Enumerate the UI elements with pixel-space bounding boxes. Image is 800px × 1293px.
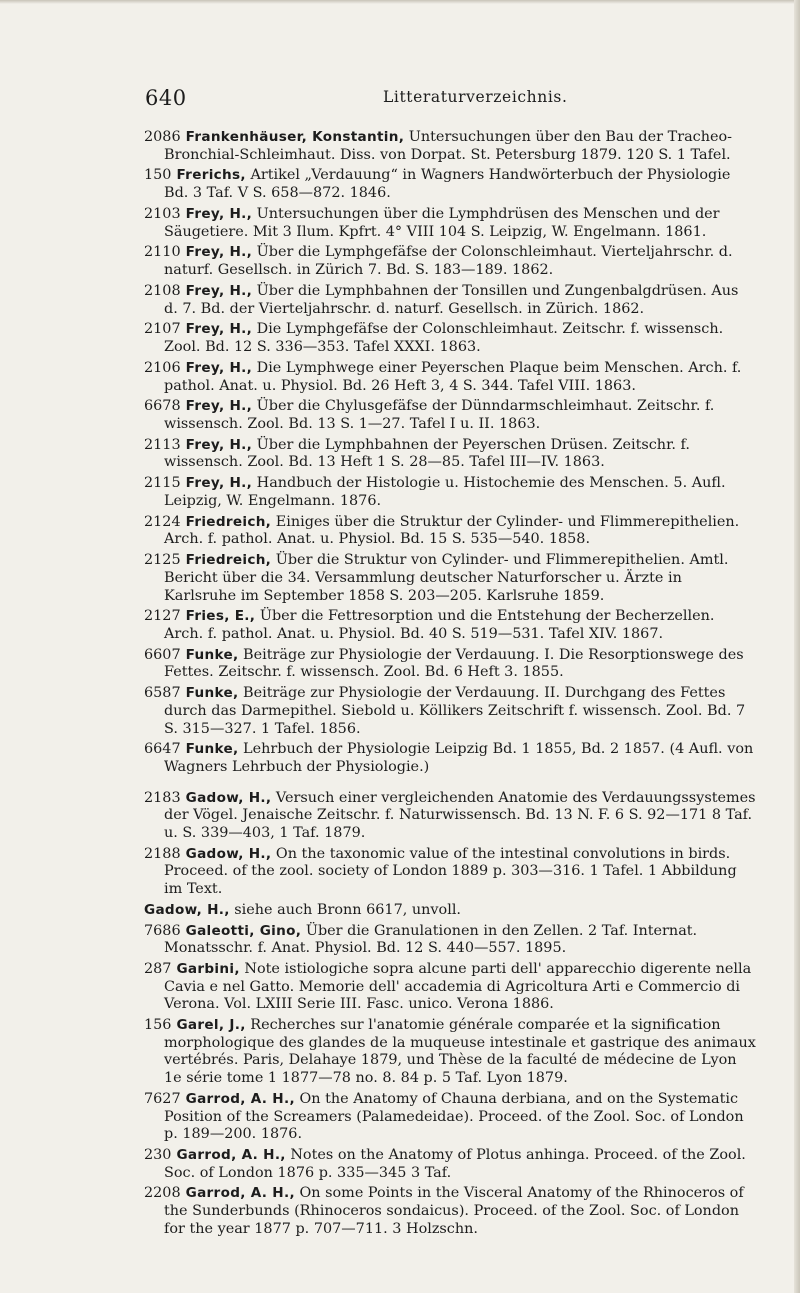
entry-text: Über die Chylusgefäfse der Dünndarmschleimhaut. Zeitschr. f. wissensch. Zool. Bd. 13 S. 1—27. Tafel I u. II. 1863.	[164, 398, 715, 432]
bibliography-entry	[144, 846, 756, 899]
entry-text: siehe auch Bronn 6617, unvoll.	[234, 901, 462, 918]
scan-right-edge	[794, 0, 800, 1293]
entry-author: Friedreich,	[185, 552, 272, 569]
entry-text: Die Lymphwege einer Peyerschen Plaque beim Menschen. Arch. f. pathol. Anat. u. Physiol. Bd. 26 Heft 3, 4 S. 344. Tafel VIII. 1863.	[164, 359, 742, 394]
entry-author: Funke,	[185, 646, 239, 663]
bibliography-entry	[144, 741, 756, 776]
entry-number: 2125	[144, 552, 181, 569]
bibliography-entry	[144, 961, 756, 1014]
entry-text: On some Points in the Visceral Anatomy of the Rhinoceros of the Sunderbunds (Rhinoceros sondaicus). Proceed. of the Zool. Soc. of London for the year 1877 p. 707—711. 3 Holzschn.	[164, 1185, 744, 1237]
bibliography-entry	[144, 321, 756, 356]
entry-text: Beiträge zur Physiologie der Verdauung. I. Die Resorptionswege des Fettes. Zeitschr. f. wissensch. Zool. Bd. 6 Heft 3. 1855.	[164, 646, 744, 681]
entry-text: On the taxonomic value of the intestinal convolutions in birds. Proceed. of the zool. society of London 1889 p. 303—316. 1 Tafel. 1 Abbildung im Text.	[164, 845, 737, 897]
entry-author: Friedreich,	[185, 513, 272, 530]
entry-number: 156	[144, 1017, 172, 1034]
entry-number: 7686	[144, 922, 181, 939]
bibliography-list	[144, 129, 756, 1242]
entry-number: 287	[144, 961, 172, 978]
entry-number: 2106	[144, 359, 181, 376]
entry-author: Frey, H.,	[185, 244, 253, 261]
entry-number: 230	[144, 1147, 172, 1163]
page-header	[145, 86, 725, 114]
entry-text: Über die Struktur von Cylinder- und Flimmerepithelien. Amtl. Bericht über die 34. Versammlung deutscher Naturforscher u. Ärzte in Karlsruhe im September 1858 S. 203—205. Karlsruhe 1859.	[164, 552, 729, 604]
entry-text: Über die Fettresorption und die Entstehung der Becherzellen. Arch. f. pathol. Anat. u. Physiol. Bd. 40 S. 519—531. Tafel XIV. 1867.	[164, 608, 715, 642]
entry-author: Garel, J.,	[176, 1017, 246, 1034]
entry-text: Über die Lymphbahnen der Tonsillen und Zungenbalgdrüsen. Aus d. 7. Bd. der Vierteljahrschr. d. naturf. Gesellsch. in Zürich. 1862.	[164, 282, 739, 317]
bibliography-entry	[144, 552, 756, 605]
entry-number: 2188	[144, 845, 181, 862]
bibliography-entry	[144, 283, 756, 318]
entry-author: Galeotti, Gino,	[185, 922, 302, 939]
entry-text: Versuch einer vergleichenden Anatomie des Verdauungssystemes der Vögel. Jenaische Zeitschr. f. Naturwissensch. Bd. 13 N. F. 6 S. 92—171 8 Taf. u. S. 339—403, 1 Taf. 1879.	[164, 789, 756, 841]
entry-text: Handbuch der Histologie u. Histochemie des Menschen. 5. Aufl. Leipzig, W. Engelmann. 1876.	[164, 475, 726, 509]
entry-number: 6607	[144, 646, 181, 663]
entry-text: Die Lymphgefäfse der Colonschleimhaut. Zeitschr. f. wissensch. Zool. Bd. 12 S. 336—353. Tafel XXXI. 1863.	[164, 321, 724, 356]
entry-text: Untersuchungen über die Lymphdrüsen des Menschen und der Säugetiere. Mit 3 Ilum. Kpfrt. 4° VIII 104 S. Leipzig, W. Engelmann. 1861.	[164, 205, 720, 240]
entry-text: On the Anatomy of Chauna derbiana, and on the Systematic Position of the Screamers (Palamedeidae). Proceed. of the Zool. Soc. of London p. 189—200. 1876.	[164, 1090, 744, 1143]
bibliography-entry	[144, 1091, 756, 1144]
entry-text: Note istiologiche sopra alcune parti dell' apparecchio digerente nella Cavia e nel Gatto. Memorie dell' accademia di Agricoltura Arti e Commercio di Verona. Vol. LXIII Serie III. Fasc. unico. Verona 1886.	[164, 961, 752, 1013]
entry-author: Fries, E.,	[185, 608, 256, 625]
page-number: 640	[145, 86, 187, 110]
entry-text: Beiträge zur Physiologie der Verdauung. II. Durchgang des Fettes durch das Darmepithel. Siebold u. Köllikers Zeitschrift f. wissensch. Zool. Bd. 7 S. 315—327. 1 Tafel. 1856.	[164, 685, 746, 737]
entry-number: 7627	[144, 1090, 181, 1107]
entry-author: Garrod, A. H.,	[185, 1090, 295, 1107]
entry-text: Einiges über die Struktur der Cylinder- und Flimmerepithelien. Arch. f. pathol. Anat. u. Physiol. Bd. 15 S. 535—540. 1858.	[164, 513, 740, 548]
entry-author: Frey, H.,	[185, 436, 253, 453]
entry-number: 6678	[144, 398, 181, 415]
entry-text: Über die Lymphbahnen der Peyerschen Drüsen. Zeitschr. f. wissensch. Zool. Bd. 13 Heft 1 S. 28—85. Tafel III—IV. 1863.	[164, 436, 690, 471]
bibliography-entry	[144, 1185, 756, 1238]
bibliography-entry	[144, 167, 756, 202]
entry-author: Funke,	[185, 741, 239, 758]
entry-number: 2208	[144, 1185, 181, 1202]
scan-top-edge	[0, 0, 800, 4]
bibliography-entry	[144, 685, 756, 738]
entry-number: 2115	[144, 475, 181, 492]
entry-author: Gadow, H.,	[144, 901, 230, 918]
entry-number: 150	[144, 167, 172, 184]
entry-number: 6647	[144, 741, 181, 758]
entry-text: Untersuchungen über den Bau der Tracheo-Bronchial-Schleimhaut. Diss. von Dorpat. St. Petersburg 1879. 120 S. 1 Tafel.	[164, 129, 733, 163]
bibliography-entry	[144, 1147, 756, 1182]
entry-author: Frey, H.,	[185, 359, 253, 376]
entry-text: Notes on the Anatomy of Plotus anhinga. Proceed. of the Zool. Soc. of London 1876 p. 335—345 3 Taf.	[164, 1147, 746, 1181]
entry-author: Frey, H.,	[185, 475, 253, 492]
bibliography-entry	[144, 902, 756, 920]
bibliography-entry	[144, 514, 756, 549]
bibliography-entry	[144, 129, 756, 164]
entry-text: Über die Lymphgefäfse der Colonschleimhaut. Vierteljahrschr. d. naturf. Gesellsch. in Zürich 7. Bd. S. 183—189. 1862.	[164, 244, 733, 279]
bibliography-entry	[144, 244, 756, 279]
entry-text: Über die Granulationen in den Zellen. 2 Taf. Internat. Monatsschr. f. Anat. Physiol. Bd. 12 S. 440—557. 1895.	[164, 922, 698, 957]
entry-author: Frey, H.,	[185, 321, 253, 338]
bibliography-entry	[144, 923, 756, 958]
entry-author: Gadow, H.,	[185, 845, 272, 862]
bibliography-entry	[144, 608, 756, 643]
entry-number: 2110	[144, 244, 181, 261]
entry-number: 2108	[144, 282, 181, 299]
entry-text: Recherches sur l'anatomie générale comparée et la signification morphologique des glandes de la muqueuse intestinale et gastrique des animaux vertébrés. Paris, Delahaye 1879, und Thèse de la faculté de médecine de Lyon 1e série tome 1 1877—78 no. 8. 84 p. 5 Taf. Lyon 1879.	[164, 1017, 756, 1087]
entry-author: Frey, H.,	[185, 205, 253, 222]
entry-number: 2127	[144, 608, 181, 625]
bibliography-entry	[144, 475, 756, 510]
entry-text: Lehrbuch der Physiologie Leipzig Bd. 1 1855, Bd. 2 1857. (4 Aufl. von Wagners Lehrbuch der Physiologie.)	[164, 741, 754, 776]
entry-author: Frey, H.,	[185, 398, 253, 415]
running-title: Litteraturverzeichnis.	[383, 88, 568, 106]
bibliography-entry	[144, 437, 756, 472]
entry-author: Garbini,	[176, 961, 240, 978]
bibliography-entry	[144, 647, 756, 682]
entry-author: Frankenhäuser, Konstantin,	[185, 129, 405, 145]
bibliography-entry	[144, 790, 756, 843]
bibliography-entry	[144, 360, 756, 395]
bibliography-entry	[144, 1017, 756, 1087]
entry-number: 6587	[144, 685, 181, 702]
bibliography-entry	[144, 398, 756, 433]
entry-author: Garrod, A. H.,	[185, 1185, 295, 1202]
entry-number: 2113	[144, 436, 181, 453]
entry-text: Artikel „Verdauung“ in Wagners Handwörterbuch der Physiologie Bd. 3 Taf. V S. 658—872. 1846.	[164, 167, 731, 202]
entry-number: 2107	[144, 321, 181, 338]
entry-author: Funke,	[185, 685, 239, 702]
entry-number: 2124	[144, 513, 181, 530]
bibliography-entry	[144, 206, 756, 241]
entry-author: Frerichs,	[176, 167, 246, 184]
entry-number: 2086	[144, 129, 181, 145]
entry-author: Frey, H.,	[185, 282, 253, 299]
entry-author: Garrod, A. H.,	[176, 1147, 286, 1163]
entry-author: Gadow, H.,	[185, 789, 272, 806]
entry-number: 2103	[144, 205, 181, 222]
entry-number: 2183	[144, 789, 181, 806]
